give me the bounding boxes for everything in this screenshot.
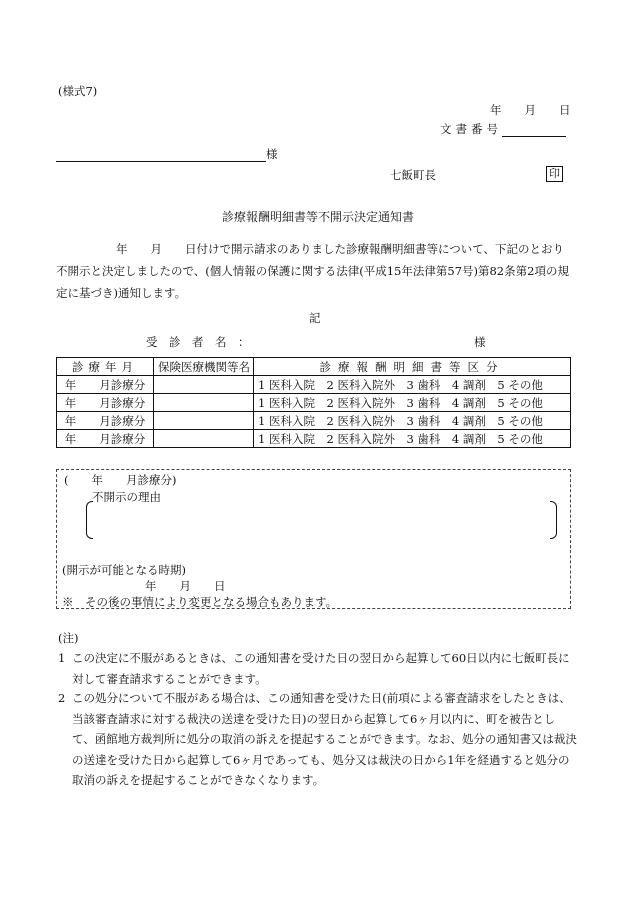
row-month: 年 月診療分 [57,430,154,448]
table-row [57,430,571,448]
left-bracket [86,501,93,539]
body-line-2: 不開示と決定しましたので、(個人情報の保護に関する法律(平成15年法律第57号)第82条第2項の規 [56,264,569,278]
body-line-1: 年 月 日付けで開示請求のありました診療報酬明細書等について、下記のとおり [116,242,565,256]
document-number-label: 文書番号 [440,122,502,136]
document-title: 診療報酬明細書等不開示決定通知書 [222,210,415,224]
note-item [58,648,578,689]
table-row [57,412,571,430]
ki-heading: 記 [309,311,321,325]
row-month: 年 月診療分 [57,412,154,430]
row-category: 1 医科入院 2 医科入院外 3 歯科 4 調剤 5 その他 [254,412,571,430]
reason-label: 不開示の理由 [92,490,161,504]
table-header-row [57,358,571,376]
recipient-honorific: 様 [266,147,278,161]
header-institution: 保険医療機関等名 [154,358,254,376]
row-category: 1 医科入院 2 医科入院外 3 歯科 4 調剤 5 その他 [254,430,571,448]
form-number: (様式7) [58,84,98,98]
header-month: 診療年月 [57,358,154,376]
row-month: 年 月診療分 [57,376,154,394]
remark: ※ その後の事情により変更となる場合もあります。 [62,595,338,609]
notes-heading: (注) [58,631,79,645]
right-bracket [550,501,557,539]
patient-honorific: 様 [474,335,486,349]
document-number-blank [502,123,566,137]
note-number: 1 [58,651,66,665]
note-text: この処分について不服がある場合は、この通知書を受けた日(前項による審査請求をしたときは、当該審査請求に対する裁決の送達を受けた日)の翌日から起算して6ヶ月以内に、町を被告として、函館地方裁判所に処分の取消の訴えを提起することができます。なお、処分の通知書又は裁決の送達を受けた日から起算して6ヶ月であっても、処分又は裁決の日から1年を経過すると処分の取消の訴えを提起することができなくなります。 [72,691,577,787]
date-line: 年 月 日 [490,103,571,117]
recipient-field [56,146,278,162]
row-institution [154,412,254,430]
recipient-blank [56,148,266,162]
row-category: 1 医科入院 2 医科入院外 3 歯科 4 調剤 5 その他 [254,394,571,412]
patient-label: 受 診 者 名 ： [146,335,250,349]
sender-name: 七飯町長 [390,168,436,182]
row-institution [154,376,254,394]
note-text: この決定に不服があるときは、この通知書を受けた日の翌日から起算して60日以内に七飯町長に対して審査請求することができます。 [72,651,570,686]
row-month: 年 月診療分 [57,394,154,412]
row-category: 1 医科入院 2 医科入院外 3 歯科 4 調剤 5 その他 [254,376,571,394]
note-number: 2 [58,691,66,705]
disclosure-date: 年 月 日 [145,579,226,593]
row-institution [154,430,254,448]
table-row [57,376,571,394]
document-number-field [440,121,566,137]
body-line-3: 定に基づき)通知します。 [56,286,187,300]
note-item [58,688,578,791]
header-category: 診療報酬明細書等区分 [254,358,571,376]
disclosure-label: (開示が可能となる時期) [62,563,186,577]
reason-period: ( 年 月診療分) [64,473,177,487]
table-row [57,394,571,412]
seal-mark: 印 [546,166,563,182]
claim-table [56,357,571,448]
row-institution [154,394,254,412]
